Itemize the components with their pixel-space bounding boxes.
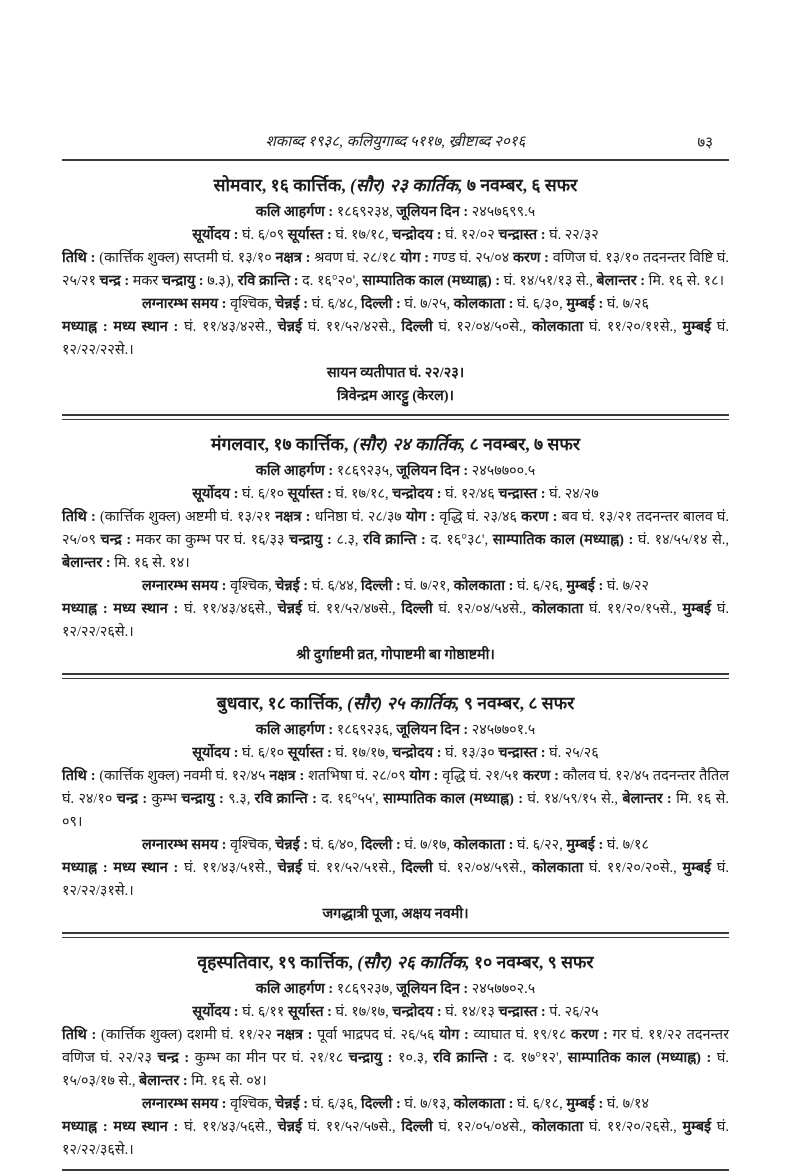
field-value: घं. २२/३२ (549, 227, 599, 243)
field-label: चेन्नई : (275, 578, 312, 594)
field-value: घं. १७/१७, (335, 745, 393, 761)
field-value: वृद्धि घं. २३/४६ (439, 509, 522, 525)
field-value: घं. ६/२२, (516, 837, 567, 853)
field-value: घं. ६/११ (242, 1004, 288, 1020)
field-label: जूलियन दिन : (396, 204, 472, 220)
field-label: रवि क्रान्ति : (237, 273, 303, 289)
day-title (62, 690, 729, 716)
field-label: मध्याह्न : (62, 860, 114, 876)
section-separator (62, 932, 729, 938)
field-value: पं. २६/२५ (549, 1004, 599, 1020)
field-label: चन्द्रोदय : (392, 1004, 446, 1020)
field-value: बव घं. १३/२१ तदनन्तर बालव घं. २५/०९ (62, 509, 729, 548)
field-value: वृश्चिक, (230, 578, 276, 594)
lagna-times-line (62, 1093, 729, 1116)
field-label: करण : (571, 1027, 613, 1043)
field-value: श्रवण घं. २८/१८ (314, 250, 401, 266)
field-value: घं. १७/१७, (335, 1004, 393, 1020)
running-head (62, 132, 729, 152)
field-value: घं. १२/०४/५०से., (438, 319, 532, 335)
field-value: घं. ११/२०/२०से., (589, 860, 683, 876)
section-separator (62, 673, 729, 679)
madhyahna-paragraph (62, 316, 729, 362)
lagna-times-line (62, 834, 729, 857)
field-label: नक्षत्र : (269, 768, 309, 784)
day-title-rest: १० नवम्बर, ९ सफर (469, 952, 594, 972)
field-label: चेन्नई : (275, 1096, 312, 1112)
field-label: तिथि : (62, 250, 100, 266)
field-label: दिल्ली (401, 860, 439, 876)
field-value: (कार्त्तिक शुक्ल) दशमी घं. ११/२२ (101, 1027, 277, 1043)
field-value: घं. २४/२७ (549, 486, 599, 502)
field-label: जूलियन दिन : (396, 722, 472, 738)
field-label: मध्य स्थान : (113, 601, 185, 617)
field-value: घं. ७/१७, (404, 837, 454, 853)
day-title-date: वृहस्पतिवार, १९ कार्त्तिक, (197, 952, 358, 972)
kali-ahargana-line (62, 460, 729, 483)
kali-ahargana-line (62, 201, 729, 224)
field-label: रवि क्रान्ति : (363, 532, 431, 548)
day-title (62, 172, 729, 198)
field-label: मध्य स्थान : (113, 860, 185, 876)
field-label: लग्नारम्भ समय : (141, 296, 231, 312)
field-label: कोलकाता : (453, 1096, 517, 1112)
field-label: दिल्ली (401, 1119, 439, 1135)
field-value: घं. ११/२०/११से., (589, 319, 683, 335)
field-value: १८६९२३४, (336, 204, 397, 220)
field-value: घं. ७/२१, (404, 578, 454, 594)
field-label: चन्द्रोदय : (392, 486, 446, 502)
field-label: दिल्ली : (361, 296, 405, 312)
field-value: मि. १६ से. ०९। (62, 791, 730, 830)
field-label: दिल्ली : (361, 837, 405, 853)
field-label: चन्द्र : (99, 273, 133, 289)
field-value: मि. १६ से. १४। (114, 555, 190, 571)
field-value: घं. ११/४३/४२से., (184, 319, 278, 335)
field-value: धनिष्ठा घं. २८/३७ (314, 509, 406, 525)
tithi-paragraph (62, 1024, 729, 1093)
field-value: घं. ७/२६ (606, 296, 650, 312)
page-body (62, 172, 729, 1171)
field-value: घं. १४/५५/१४ से., (637, 532, 729, 548)
kali-ahargana-line (62, 978, 729, 1001)
field-label: बेलान्तर : (622, 791, 677, 807)
field-label: रवि क्रान्ति : (254, 791, 322, 807)
day-title-date: मंगलवार, १७ कार्त्तिक, (211, 434, 353, 454)
field-label: चेन्नई (277, 1119, 308, 1135)
madhyahna-paragraph (62, 598, 729, 644)
tithi-paragraph (62, 506, 729, 575)
field-value: वणिज घं. १३/१० तदनन्तर विष्टि घं. २५/२१ (62, 250, 729, 289)
field-label: मध्य स्थान : (113, 1119, 185, 1135)
day-title-rest: ८ नवम्बर, ७ सफर (465, 434, 580, 454)
day-title-date: बुधवार, १८ कार्त्तिक, (216, 693, 348, 713)
field-label: चेन्नई : (275, 837, 312, 853)
field-label: दिल्ली : (361, 578, 405, 594)
field-value: घं. ६/२६, (516, 578, 567, 594)
field-label: मध्याह्न : (62, 319, 114, 335)
day-title-date: सोमवार, १६ कार्त्तिक, (213, 175, 351, 195)
field-label: साम्पातिक काल (मध्याह्न) : (492, 532, 638, 548)
field-label: लग्नारम्भ समय : (141, 1096, 231, 1112)
field-label: सूर्यास्त : (287, 227, 336, 243)
field-value: वृश्चिक, (230, 1096, 276, 1112)
kali-ahargana-line (62, 719, 729, 742)
field-label: तिथि : (62, 768, 100, 784)
field-label: कोलकाता (531, 1119, 590, 1135)
field-label: बेलान्तर : (596, 273, 649, 289)
day-section (62, 949, 729, 1162)
field-label: तिथि : (62, 1027, 102, 1043)
field-label: बेलान्तर : (139, 1073, 192, 1089)
field-label: मध्याह्न : (62, 601, 114, 617)
field-label: कलि आहर्गण : (255, 463, 337, 479)
field-value: घं. ६/१० (242, 745, 288, 761)
field-label: मुम्बई : (566, 1096, 607, 1112)
field-value: घं. ११/४३/५६से., (184, 1119, 278, 1135)
field-value: २४५७७०२.५ (471, 981, 536, 997)
madhyahna-paragraph (62, 857, 729, 903)
field-label: दिल्ली (401, 601, 439, 617)
field-value: १८६९२३५, (336, 463, 397, 479)
field-label: सूर्यास्त : (287, 486, 336, 502)
field-label: चन्द्रास्त : (498, 745, 550, 761)
field-label: नक्षत्र : (275, 250, 315, 266)
field-label: करण : (522, 768, 563, 784)
field-value: मकर (132, 273, 162, 289)
field-label: मुम्बई (682, 319, 717, 335)
field-value: घं. १५/०३/१७ से., (62, 1050, 729, 1089)
field-label: दिल्ली : (361, 1096, 405, 1112)
field-value: घं. २५/२६ (549, 745, 599, 761)
field-value: घं. १४/१३ (445, 1004, 499, 1020)
field-value: घं. १२/२२/२२से.। (62, 319, 729, 358)
field-label: कलि आहर्गण : (255, 204, 337, 220)
field-label: साम्पातिक काल (मध्याह्न) : (383, 791, 528, 807)
field-label: रवि क्रान्ति : (433, 1050, 504, 1066)
field-value: घं. ११/५२/४२से., (307, 319, 402, 335)
field-value: गर घं. ११/२२ तदनन्तर वणिज घं. २२/२३ (62, 1027, 729, 1066)
field-value: घं. ११/४३/४६से., (184, 601, 278, 617)
field-value: घं. १२/२२/२६से.। (62, 601, 729, 640)
field-value: वृश्चिक, (230, 296, 276, 312)
field-value: कुम्भ का मीन पर घं. २१/१८ (194, 1050, 349, 1066)
field-value: द. १६°३८', (430, 532, 493, 548)
field-value: १०.३, (398, 1050, 434, 1066)
field-value: घं. ६/४४, (311, 578, 362, 594)
field-value: वृद्धि घं. २१/५१ (442, 768, 523, 784)
field-label: जूलियन दिन : (396, 463, 472, 479)
note-line: जगद्धात्री पूजा, अक्षय नवमी। (322, 906, 469, 922)
field-label: करण : (513, 250, 553, 266)
day-title-saura: (सौर) २६ कार्तिक, (357, 952, 470, 972)
field-label: मुम्बई (682, 601, 717, 617)
field-label: तिथि : (62, 509, 101, 525)
field-value: घं. ११/४३/५१से., (184, 860, 278, 876)
field-value: घं. १७/१८, (335, 486, 393, 502)
field-label: मध्याह्न : (62, 1119, 114, 1135)
day-section (62, 690, 729, 926)
field-value: मकर का कुम्भ पर घं. १६/३३ (135, 532, 290, 548)
day-title-rest: ७ नवम्बर, ६ सफर (462, 175, 578, 195)
field-label: बेलान्तर : (62, 555, 115, 571)
field-value: घं. ११/५२/४७से., (307, 601, 402, 617)
field-label: नक्षत्र : (276, 1027, 318, 1043)
field-label: योग : (405, 509, 440, 525)
field-value: घं. १२/२२/३१से.। (62, 860, 729, 899)
field-value: (कार्त्तिक शुक्ल) नवमी घं. १२/४५ (99, 768, 270, 784)
field-label: कोलकाता : (453, 296, 517, 312)
field-value: घं. १२/४६ (445, 486, 499, 502)
field-label: सूर्योदय : (192, 486, 243, 502)
field-label: करण : (521, 509, 562, 525)
day-title-saura: (सौर) २३ कार्तिक, (350, 175, 463, 195)
field-label: सूर्योदय : (192, 745, 243, 761)
field-label: मुम्बई : (566, 837, 607, 853)
field-label: मध्य स्थान : (113, 319, 185, 335)
field-value: घं. १२/०४/५४से., (438, 601, 532, 617)
field-value: कौलव घं. १२/४५ तदनन्तर तैतिल घं. २४/१० (62, 768, 729, 807)
field-value: घं. ७/१८ (606, 837, 650, 853)
field-value: गण्ड घं. २५/०४ (432, 250, 513, 266)
field-value: पूर्वा भाद्रपद घं. २६/५६ (317, 1027, 440, 1043)
field-value: घं. १२/०४/५९से., (438, 860, 532, 876)
field-label: कोलकाता : (453, 578, 517, 594)
field-value: कुम्भ (151, 791, 182, 807)
field-value: २४५७६९९.५ (471, 204, 536, 220)
field-value: २४५७७०१.५ (471, 722, 536, 738)
field-label: सूर्यास्त : (287, 745, 336, 761)
field-label: सूर्योदय : (192, 227, 243, 243)
day-title-saura: (सौर) २४ कार्तिक, (352, 434, 466, 454)
tithi-paragraph (62, 765, 729, 834)
field-value: घं. ६/३०, (516, 296, 567, 312)
field-value: घं. १२/२२/३६से.। (62, 1119, 729, 1158)
field-value: व्याघात घं. १९/१८ (473, 1027, 572, 1043)
field-label: चन्द्रायु : (181, 791, 229, 807)
lagna-times-line (62, 575, 729, 598)
field-label: चन्द्र : (100, 532, 136, 548)
field-value: द. १६°५५', (321, 791, 384, 807)
tithi-paragraph (62, 247, 729, 293)
lagna-times-line (62, 293, 729, 316)
field-value: घं. १४/५९/१५ से., (527, 791, 623, 807)
field-value: मि. १६ से. ०४। (191, 1073, 267, 1089)
field-label: चन्द्रोदय : (392, 745, 446, 761)
field-label: कलि आहर्गण : (255, 981, 337, 997)
field-label: जूलियन दिन : (396, 981, 472, 997)
field-value: घं. ६/३६, (311, 1096, 362, 1112)
day-section (62, 431, 729, 667)
field-value: घं. १४/५१/१३ से., (503, 273, 597, 289)
field-label: चन्द्रास्त : (498, 227, 550, 243)
field-label: योग : (439, 1027, 474, 1043)
field-label: सूर्यास्त : (287, 1004, 336, 1020)
field-value: घं. १३/३० (445, 745, 499, 761)
field-value: (कार्त्तिक शुक्ल) अष्टमी घं. १३/२१ (100, 509, 276, 525)
field-value: १८६९२३७, (336, 981, 397, 997)
field-label: चन्द्रास्त : (498, 1004, 550, 1020)
sun-moon-times-line (62, 224, 729, 247)
field-value: वृश्चिक, (230, 837, 276, 853)
era-line: शकाब्द १९३८, कलियुगाब्द ५११७, ख्रीष्टाब्द २०१६ (265, 134, 526, 150)
field-label: दिल्ली (401, 319, 439, 335)
field-value: ७.३), (207, 273, 238, 289)
sun-moon-times-line (62, 483, 729, 506)
field-label: योग : (400, 250, 433, 266)
field-value: (कार्त्तिक शुक्ल) सप्तमी घं. १३/१० (99, 250, 276, 266)
field-label: कोलकाता (531, 319, 590, 335)
field-value: घं. १२/०५/०४से., (438, 1119, 532, 1135)
day-title-rest: ९ नवम्बर, ८ सफर (459, 693, 575, 713)
field-label: चन्द्रायु : (161, 273, 208, 289)
field-value: घं. ११/५२/५७से., (307, 1119, 402, 1135)
field-label: योग : (409, 768, 443, 784)
field-label: चन्द्र : (157, 1050, 195, 1066)
page-number: ७३ (697, 135, 713, 151)
field-value: घं. ६/१० (242, 486, 288, 502)
field-value: शतभिषा घं. २८/०९ (308, 768, 410, 784)
field-value: घं. ६/४८, (311, 296, 362, 312)
section-separator (62, 414, 729, 420)
note-line: श्री दुर्गाष्टमी व्रत, गोपाष्टमी बा गोष्ठाष्टमी। (296, 647, 495, 663)
field-label: साम्पातिक काल (मध्याह्न) : (362, 273, 504, 289)
field-value: घं. ११/५२/५१से., (307, 860, 402, 876)
note-line: सायन व्यतीपात घं. २२/२३। (326, 365, 465, 381)
field-value: घं. ७/१३, (404, 1096, 454, 1112)
field-label: कोलकाता (531, 860, 590, 876)
field-label: लग्नारम्भ समय : (141, 578, 231, 594)
field-value: घं. ११/२०/१५से., (589, 601, 683, 617)
madhyahna-paragraph (62, 1116, 729, 1162)
field-label: चेन्नई (277, 601, 308, 617)
sun-moon-times-line (62, 742, 729, 765)
note-line: त्रिवेन्द्रम आरट्टु (केरल)। (337, 388, 454, 404)
day-title (62, 949, 729, 975)
field-label: चेन्नई (277, 319, 308, 335)
day-section (62, 172, 729, 408)
field-value: घं. ६/१८, (516, 1096, 567, 1112)
field-label: चन्द्रोदय : (392, 227, 446, 243)
field-label: कोलकाता (531, 601, 590, 617)
field-value: घं. ६/४०, (311, 837, 362, 853)
field-label: कलि आहर्गण : (255, 722, 337, 738)
field-label: मुम्बई (682, 860, 717, 876)
field-value: ८.३, (336, 532, 364, 548)
day-title-saura: (सौर) २५ कार्तिक, (347, 693, 460, 713)
field-value: घं. ६/०९ (242, 227, 288, 243)
field-value: घं. १७/१८, (335, 227, 393, 243)
field-label: नक्षत्र : (275, 509, 315, 525)
field-value: २४५७७००.५ (471, 463, 536, 479)
field-label: मुम्बई : (566, 578, 607, 594)
field-label: चन्द्रायु : (289, 532, 337, 548)
field-label: चन्द्रास्त : (498, 486, 550, 502)
field-value: घं. ७/१४ (606, 1096, 650, 1112)
field-label: चन्द्र : (116, 791, 152, 807)
field-value: घं. १२/०२ (445, 227, 499, 243)
sun-moon-times-line (62, 1001, 729, 1024)
field-label: कोलकाता : (453, 837, 517, 853)
field-label: चन्द्रायु : (348, 1050, 399, 1066)
field-value: मि. १६ से. १८। (648, 273, 725, 289)
field-label: मुम्बई (682, 1119, 717, 1135)
field-value: घं. ११/२०/२६से., (589, 1119, 683, 1135)
field-label: लग्नारम्भ समय : (141, 837, 231, 853)
field-label: सूर्योदय : (192, 1004, 243, 1020)
day-title (62, 431, 729, 457)
field-label: मुम्बई : (566, 296, 607, 312)
field-label: साम्पातिक काल (मध्याह्न) : (567, 1050, 717, 1066)
field-label: चेन्नई (277, 860, 308, 876)
field-label: चेन्नई : (275, 296, 312, 312)
field-value: घं. ७/२५, (404, 296, 454, 312)
field-value: घं. ७/२२ (606, 578, 650, 594)
header-rule (62, 159, 729, 161)
field-value: द. १६°२०', (302, 273, 363, 289)
field-value: ९.३, (228, 791, 255, 807)
field-value: १८६९२३६, (336, 722, 397, 738)
field-value: द. १७°१२', (503, 1050, 568, 1066)
